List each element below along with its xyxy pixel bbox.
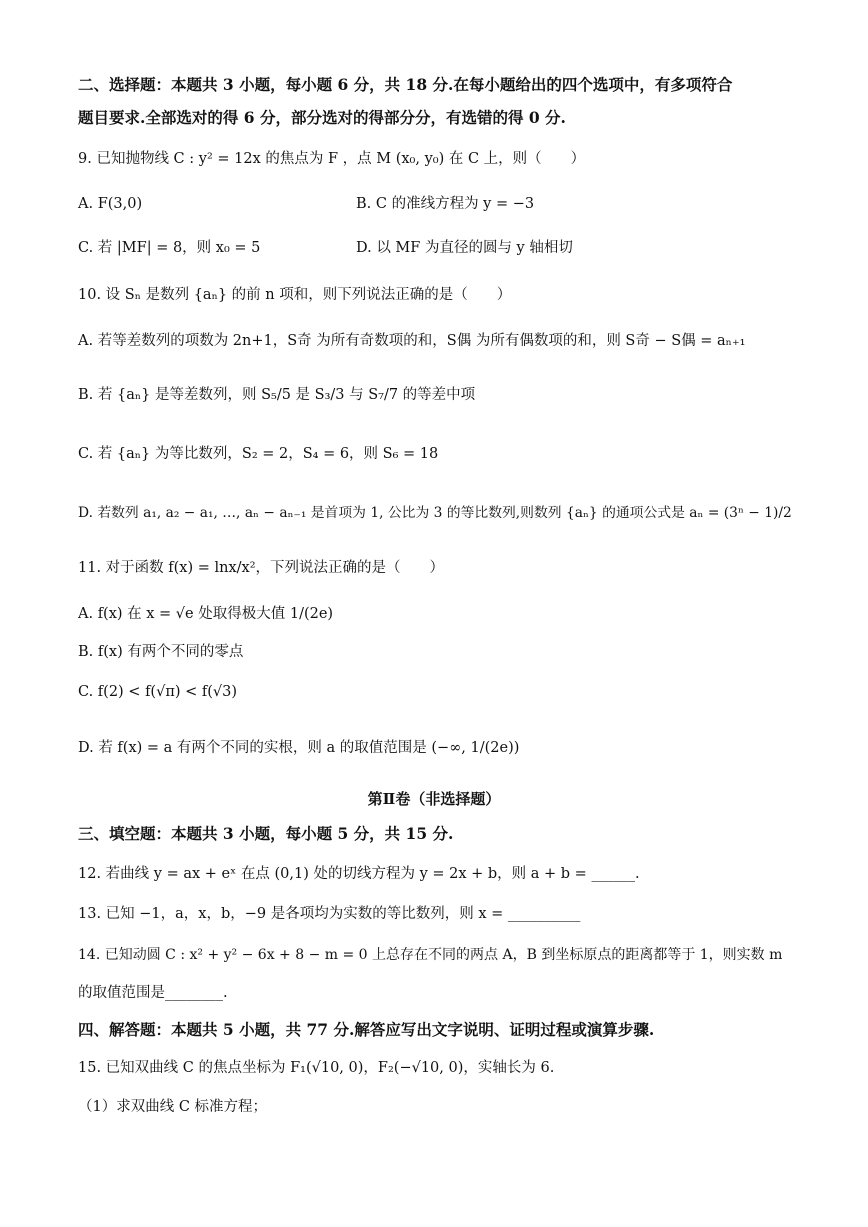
q14-line2: 的取值范围是________. [78, 985, 228, 1001]
q11-option-d: D. 若 f(x) = a 有两个不同的实根，则 a 的取值范围是 (−∞, 1/(2e)) [78, 740, 520, 756]
q15-stem: 15. 已知双曲线 C 的焦点坐标为 F₁(√10, 0)，F₂(−√10, 0)，实轴长为 6. [78, 1060, 555, 1076]
q11-option-b: B. f(x) 有两个不同的零点 [78, 644, 244, 660]
q11-stem: 11. 对于函数 f(x) = lnx/x²，下列说法正确的是（ ） [78, 560, 445, 576]
q11-option-c: C. f(2) < f(√π) < f(√3) [78, 684, 238, 700]
q12: 12. 若曲线 y = ax + eˣ 在点 (0,1) 处的切线方程为 y = 2x + b，则 a + b = ______. [78, 866, 640, 882]
q11-option-a: A. f(x) 在 x = √e 处取得极大值 1/(2e) [78, 606, 334, 622]
part2-title: 第Ⅱ卷（非选择题） [367, 790, 501, 808]
q10-option-a: A. 若等差数列的项数为 2n+1，S奇 为所有奇数项的和，S偶 为所有偶数项的和，则 S奇 − S偶 = aₙ₊₁ [78, 333, 746, 349]
q10-option-d: D. 若数列 a₁, a₂ − a₁, …, aₙ − aₙ₋₁ 是首项为 1, 公比为 3 的等比数列,则数列 {aₙ} 的通项公式是 aₙ = (3ⁿ − 1)/2 [78, 505, 792, 521]
q10-option-b: B. 若 {aₙ} 是等差数列，则 S₅/5 是 S₃/3 与 S₇/7 的等差中项 [78, 387, 476, 403]
q13: 13. 已知 −1，a，x，b，−9 是各项均为实数的等比数列，则 x = __________ [78, 906, 581, 922]
q9-option-a: A. F(3,0) [78, 196, 143, 212]
q9-option-b: B. C 的准线方程为 y = −3 [356, 196, 535, 212]
section2-heading-line1: 二、选择题：本题共 3 小题，每小题 6 分，共 18 分.在每小题给出的四个选项中，有多项符合 [78, 75, 733, 94]
q14-line1: 14. 已知动圆 C : x² + y² − 6x + 8 − m = 0 上总存在不同的两点 A，B 到坐标原点的距离都等于 1，则实数 m [78, 947, 783, 963]
q9-stem: 9. 已知抛物线 C : y² = 12x 的焦点为 F ，点 M (x₀, y₀) 在 C 上，则（ ） [78, 151, 586, 167]
q9-option-c: C. 若 |MF| = 8，则 x₀ = 5 [78, 240, 261, 256]
q10-stem: 10. 设 Sₙ 是数列 {aₙ} 的前 n 项和，则下列说法正确的是（ ） [78, 287, 512, 303]
q10-option-c: C. 若 {aₙ} 为等比数列，S₂ = 2，S₄ = 6，则 S₆ = 18 [78, 446, 439, 462]
section2-heading-line2: 题目要求.全部选对的得 6 分，部分选对的得部分分，有选错的得 0 分. [78, 108, 566, 127]
q9-option-d: D. 以 MF 为直径的圆与 y 轴相切 [356, 240, 573, 256]
q15-part1: （1）求双曲线 C 标准方程； [78, 1099, 268, 1115]
section3-heading: 三、填空题：本题共 3 小题，每小题 5 分，共 15 分. [78, 824, 454, 843]
section4-heading: 四、解答题：本题共 5 小题，共 77 分.解答应写出文字说明、证明过程或演算步骤. [78, 1020, 655, 1039]
